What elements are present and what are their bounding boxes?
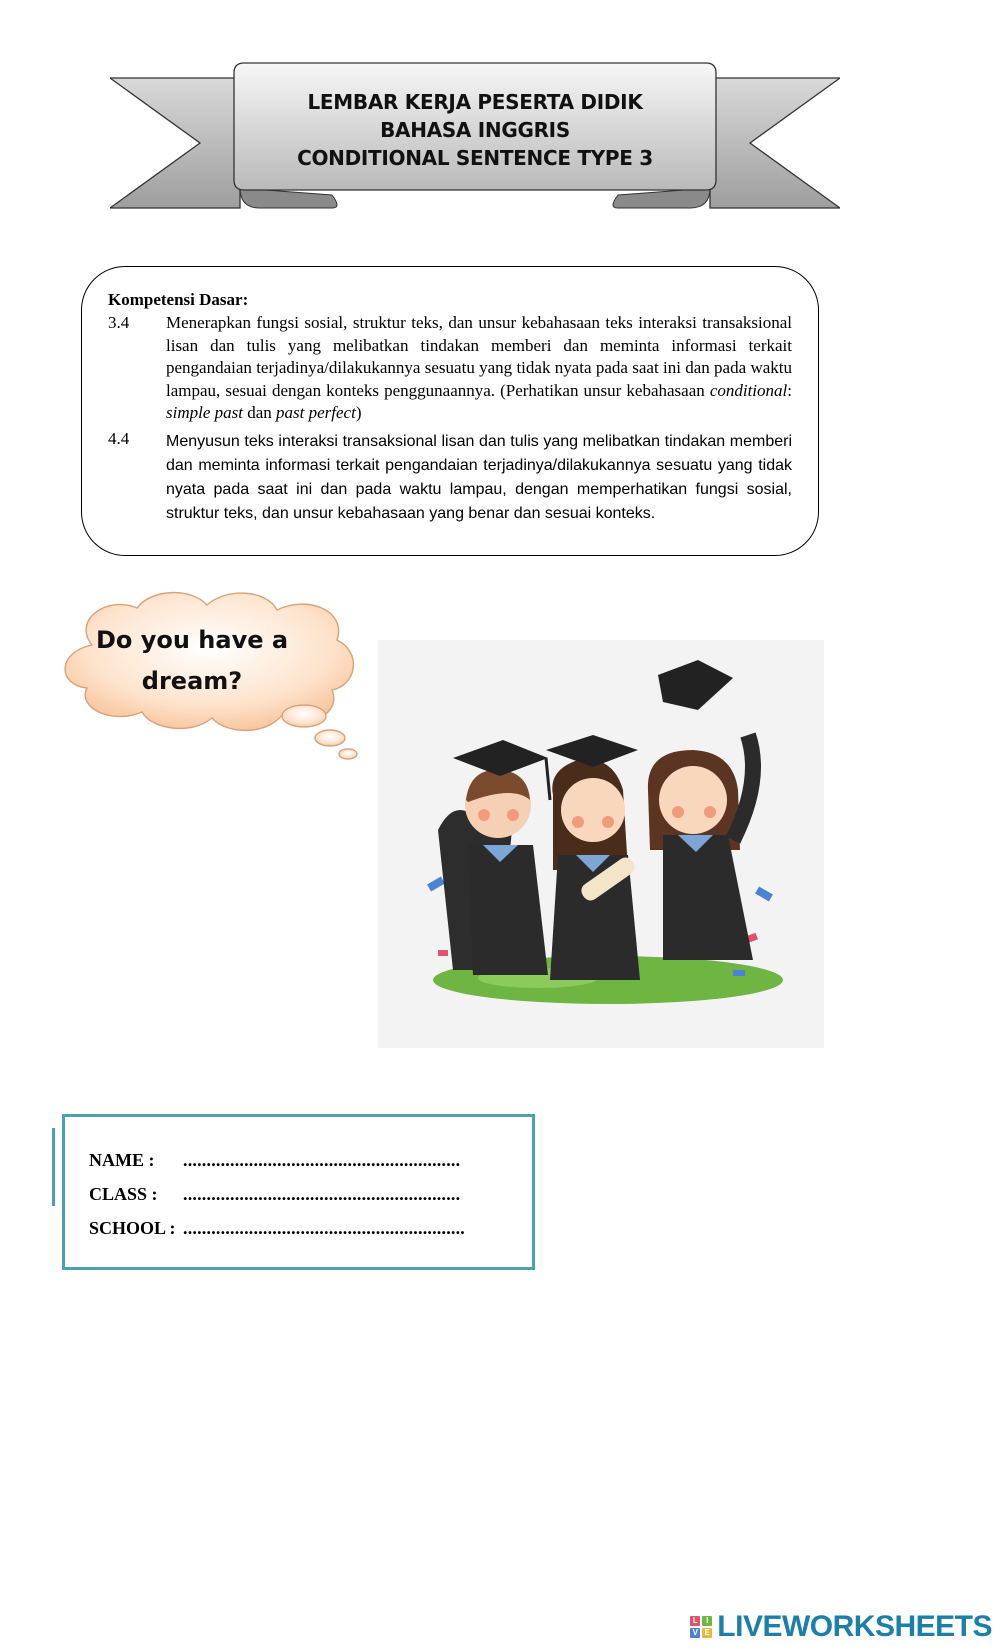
kd-item-4-4 xyxy=(108,428,792,526)
name-label: NAME : xyxy=(89,1150,155,1170)
kd-title: Kompetensi Dasar: xyxy=(108,290,249,309)
graduate-boy xyxy=(438,740,550,975)
cloud-text xyxy=(82,620,302,702)
logo-block-l: L xyxy=(690,1616,700,1626)
school-label: SCHOOL : xyxy=(89,1218,176,1238)
graduate-girl-right xyxy=(648,660,753,960)
kd-text: Menyusun teks interaksi transaksional lisan dan tulis yang melibatkan tindakan memberi dan meminta informasi terkait pengandaian terjadinya/dilakukannya sesuatu yang tidak nyata pada saat ini dan pada waktu lampau, dengan memperhatikan fungsi sosial, struktur teks, dan unsur kebahasaan yang benar dan sesuai konteks. xyxy=(166,432,792,522)
banner-line-1: LEMBAR KERJA PESERTA DIDIK xyxy=(307,90,643,114)
graduates-illustration xyxy=(378,640,824,1048)
class-row[interactable] xyxy=(89,1177,532,1211)
cloud-line-2: dream? xyxy=(141,667,243,695)
school-row[interactable] xyxy=(89,1211,532,1245)
liveworksheets-logo[interactable] xyxy=(690,1610,992,1644)
banner-line-2: BAHASA INGGRIS xyxy=(380,118,570,142)
class-label: CLASS : xyxy=(89,1184,158,1204)
logo-block-v: V xyxy=(690,1628,700,1638)
graduate-girl-middle xyxy=(546,735,640,980)
kompetensi-dasar-box xyxy=(81,266,819,556)
thought-cloud xyxy=(52,590,372,780)
name-row[interactable] xyxy=(89,1143,532,1177)
logo-icon xyxy=(690,1616,712,1638)
kd-item-3-4 xyxy=(108,312,792,425)
banner-title xyxy=(240,88,710,172)
name-field[interactable]: ........................................................... xyxy=(183,1150,461,1170)
kd-number: 4.4 xyxy=(108,428,130,448)
logo-block-e: E xyxy=(702,1628,712,1638)
class-field[interactable]: ........................................................... xyxy=(183,1184,461,1204)
identity-accent-line xyxy=(52,1128,55,1206)
banner-line-3: CONDITIONAL SENTENCE TYPE 3 xyxy=(297,146,653,170)
title-banner xyxy=(110,60,840,210)
graduates-image xyxy=(378,640,824,1048)
school-field[interactable]: ............................................................ xyxy=(183,1218,465,1238)
identity-box xyxy=(62,1114,535,1270)
kd-text: Menerapkan fungsi sosial, struktur teks, dan unsur kebahasaan teks interaksi transaksional lisan dan tulis yang melibatkan tindakan memberi dan meminta informasi terkait pengandaian terjadinya/dilakukannya sesuatu yang tidak nyata pada saat ini dan pada waktu lampau, sesuai dengan konteks penggunaannya. (Perhatikan unsur kebahasaan conditional: simple past dan past perfect) xyxy=(166,313,792,422)
logo-block-i: I xyxy=(702,1616,712,1626)
logo-text: LIVEWORKSHEETS xyxy=(717,1610,992,1643)
kd-number: 3.4 xyxy=(108,313,130,332)
cloud-line-1: Do you have a xyxy=(95,626,289,654)
